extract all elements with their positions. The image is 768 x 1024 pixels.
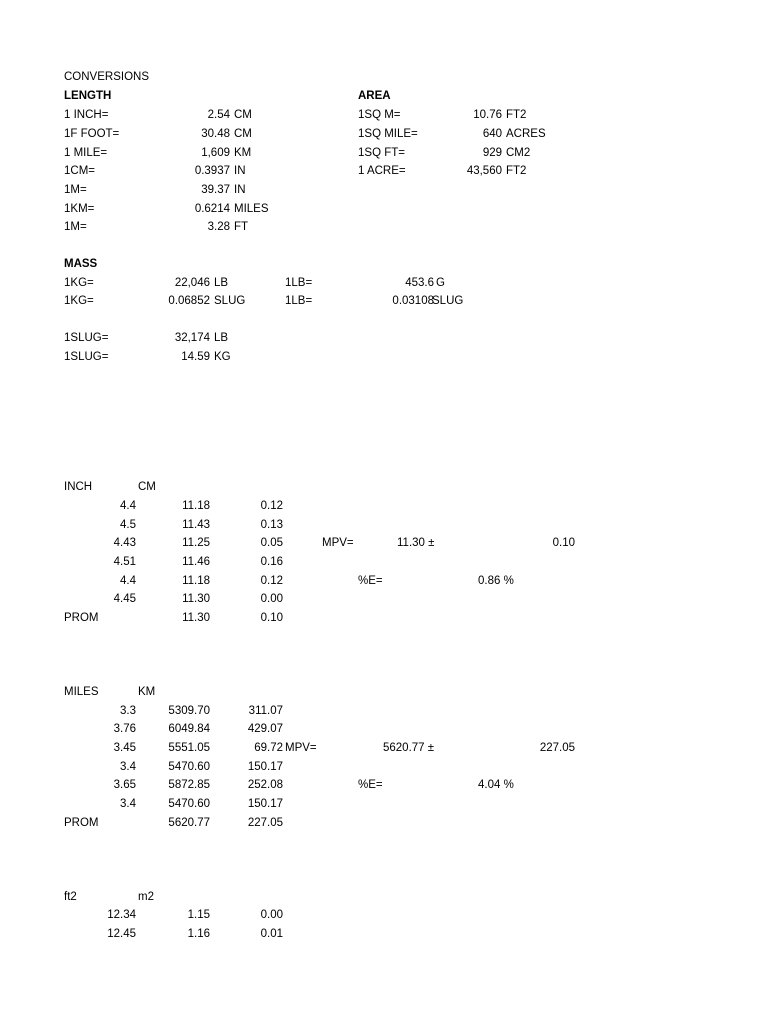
percent-error-label: %E=: [358, 779, 383, 791]
slug-unit: KG: [214, 351, 231, 363]
prom-label: PROM: [64, 817, 99, 829]
length-value: 30.48: [201, 128, 230, 140]
area-unit: FT2: [506, 165, 527, 177]
table-row: [0, 538, 768, 552]
cell-b: 11.18: [182, 575, 210, 587]
area-unit: ACRES: [506, 128, 546, 140]
cell-c: 150.17: [247, 761, 283, 773]
slug-value: 14.59: [181, 351, 210, 363]
table-row: [0, 557, 768, 571]
cell-c: 311.07: [248, 705, 283, 717]
prom-value: 11.30: [182, 612, 210, 624]
mass-unit: SLUG: [214, 295, 246, 307]
area-value: 10.76: [473, 109, 502, 121]
area-heading: AREA: [358, 90, 391, 102]
table-header: [0, 482, 768, 496]
prom-value: 5620.77: [168, 817, 210, 829]
percent-error-value: 0.86 %: [478, 575, 514, 587]
length-value: 1,609: [201, 147, 230, 159]
length-row: [0, 110, 768, 124]
table-row: [0, 724, 768, 738]
cell-a: 3.45: [113, 742, 136, 754]
cell-c: 0.12: [260, 575, 283, 587]
length-unit: FT: [234, 221, 249, 233]
table-row-prom: [0, 818, 768, 832]
cell-b: 11.18: [182, 500, 210, 512]
length-unit: CM: [234, 128, 252, 140]
cell-b: 5309.70: [168, 705, 210, 717]
table-row: [0, 576, 768, 590]
length-label: 1F FOOT=: [64, 128, 120, 140]
table-row: [0, 743, 768, 757]
table-row: [0, 780, 768, 794]
cell-b: 5551.05: [168, 742, 210, 754]
area-value: 929: [482, 147, 502, 159]
area-label: 1SQ FT=: [358, 147, 405, 159]
prom-deviation: 227.05: [247, 817, 283, 829]
cell-a: 12.45: [107, 928, 136, 940]
cell-a: 4.45: [113, 593, 136, 605]
mpv-value: 5620.77 ±: [383, 742, 435, 754]
slug-label: 1SLUG=: [64, 332, 109, 344]
cell-a: 4.51: [113, 556, 136, 568]
page-title: CONVERSIONS: [64, 71, 149, 83]
cell-b: 6049.84: [168, 723, 210, 735]
cell-a: 4.5: [120, 519, 136, 531]
table-header: [0, 687, 768, 701]
length-value: 0.6214: [194, 203, 230, 215]
table-row-prom: [0, 613, 768, 627]
cell-a: 4.43: [113, 537, 136, 549]
mpv-label: MPV=: [322, 537, 354, 549]
length-row: [0, 185, 768, 199]
length-label: 1 INCH=: [64, 109, 109, 121]
cell-c: 0.00: [260, 593, 283, 605]
cell-b: 11.46: [182, 556, 210, 568]
column-header: INCH: [64, 481, 93, 493]
cell-c: 0.13: [260, 519, 283, 531]
area-label: 1SQ M=: [358, 109, 401, 121]
cell-c: 252.08: [247, 779, 283, 791]
length-row: [0, 222, 768, 236]
cell-b: 1.16: [187, 928, 210, 940]
column-header: CM: [138, 481, 156, 493]
area-unit: CM2: [506, 147, 531, 159]
column-header: m2: [138, 891, 154, 903]
mpv-label: MPV=: [285, 742, 317, 754]
mass-value: 0.06852: [168, 295, 210, 307]
mpv-error: 0.10: [552, 537, 575, 549]
length-label: 1M=: [64, 221, 87, 233]
table-row: [0, 910, 768, 924]
cell-c: 0.01: [260, 928, 283, 940]
mass-label-2: 1LB=: [285, 295, 313, 307]
area-unit: FT2: [506, 109, 527, 121]
length-unit: MILES: [234, 203, 269, 215]
mass-unit-2: SLUG: [432, 295, 464, 307]
mass-label-2: 1LB=: [285, 277, 313, 289]
cell-c: 0.00: [260, 909, 283, 921]
cell-c: 0.16: [260, 556, 283, 568]
length-row: [0, 166, 768, 180]
length-label: 1KM=: [64, 203, 95, 215]
prom-label: PROM: [64, 612, 99, 624]
length-label: 1CM=: [64, 165, 95, 177]
percent-error-value: 4.04 %: [478, 779, 514, 791]
cell-b: 5872.85: [168, 779, 210, 791]
table-row: [0, 929, 768, 943]
slug-label: 1SLUG=: [64, 351, 109, 363]
cell-a: 3.65: [113, 779, 136, 791]
cell-a: 3.4: [120, 761, 136, 773]
mass-value-2: 0.03108: [392, 295, 434, 307]
mass-row: [0, 278, 768, 292]
cell-a: 3.76: [113, 723, 136, 735]
percent-error-label: %E=: [358, 575, 383, 587]
length-unit: CM: [234, 109, 252, 121]
mass-unit-2: G: [436, 277, 445, 289]
slug-row: [0, 333, 768, 347]
length-value: 2.54: [207, 109, 230, 121]
mass-value: 22,046: [174, 277, 210, 289]
mass-row: [0, 296, 768, 310]
table-header: [0, 892, 768, 906]
length-value: 0.3937: [194, 165, 230, 177]
cell-a: 4.4: [120, 500, 136, 512]
cell-a: 3.3: [120, 705, 136, 717]
cell-b: 5470.60: [168, 761, 210, 773]
table-row: [0, 594, 768, 608]
mass-unit: LB: [214, 277, 229, 289]
length-unit: IN: [234, 184, 246, 196]
cell-a: 12.34: [107, 909, 136, 921]
table-row: [0, 706, 768, 720]
cell-c: 0.05: [260, 537, 283, 549]
prom-deviation: 0.10: [260, 612, 283, 624]
column-header: KM: [138, 686, 156, 698]
length-heading: LENGTH: [64, 90, 112, 102]
mpv-error: 227.05: [539, 742, 575, 754]
cell-c: 150.17: [247, 798, 283, 810]
column-header: ft2: [64, 891, 77, 903]
length-value: 3.28: [207, 221, 230, 233]
table-row: [0, 799, 768, 813]
length-label: 1 MILE=: [64, 147, 108, 159]
cell-c: 429.07: [247, 723, 283, 735]
mass-value-2: 453.6: [405, 277, 434, 289]
cell-b: 11.25: [182, 537, 210, 549]
cell-b: 11.43: [182, 519, 210, 531]
slug-row: [0, 352, 768, 366]
length-unit: KM: [234, 147, 252, 159]
column-header: MILES: [64, 686, 99, 698]
mass-label: 1KG=: [64, 295, 94, 307]
length-label: 1M=: [64, 184, 87, 196]
cell-a: 4.4: [120, 575, 136, 587]
length-row: [0, 148, 768, 162]
table-row: [0, 520, 768, 534]
mass-heading: MASS: [64, 258, 98, 270]
cell-b: 1.15: [187, 909, 210, 921]
table-row: [0, 762, 768, 776]
cell-b: 11.30: [182, 593, 210, 605]
cell-c: 0.12: [260, 500, 283, 512]
area-value: 640: [482, 128, 502, 140]
slug-value: 32,174: [174, 332, 210, 344]
length-value: 39.37: [201, 184, 230, 196]
length-row: [0, 204, 768, 218]
length-unit: IN: [234, 165, 246, 177]
cell-a: 3.4: [120, 798, 136, 810]
area-label: 1 ACRE=: [358, 165, 406, 177]
mpv-value: 11.30 ±: [397, 537, 435, 549]
mass-label: 1KG=: [64, 277, 94, 289]
area-label: 1SQ MILE=: [358, 128, 418, 140]
area-value: 43,560: [466, 165, 502, 177]
cell-b: 5470.60: [168, 798, 210, 810]
length-row: [0, 129, 768, 143]
table-row: [0, 501, 768, 515]
cell-c: 69.72: [254, 742, 283, 754]
slug-unit: LB: [214, 332, 229, 344]
